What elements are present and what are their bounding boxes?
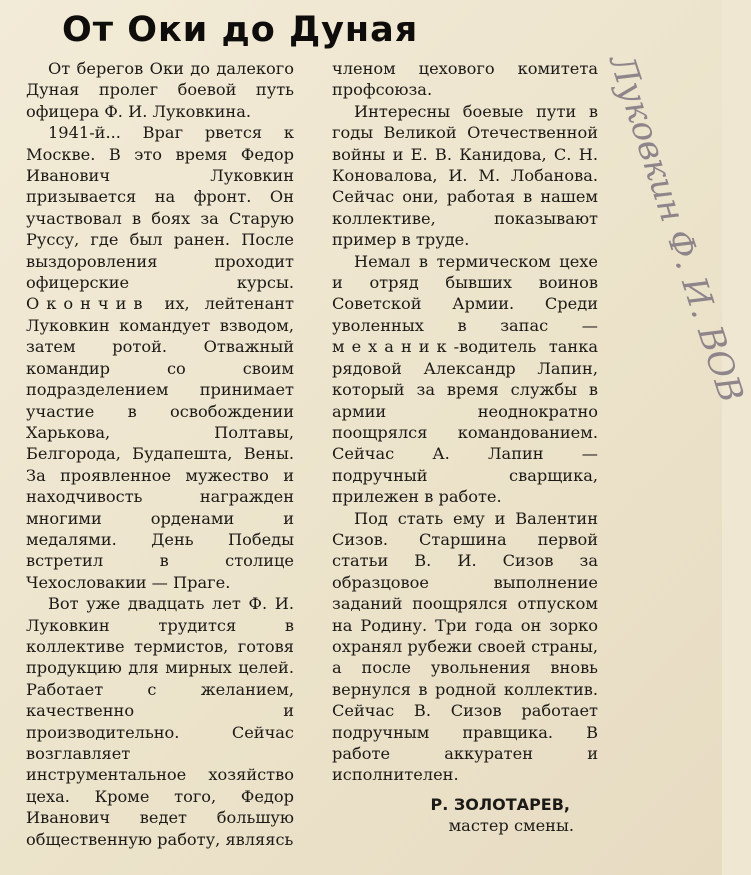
bleed-through-ink (410, 395, 560, 465)
paragraph: Интересны боевые пути в годы Великой Отечественной войны и Е. В. Канидова, С. Н. Коновалова, И. М. Лобанова. Сейчас они, работая в нашем коллективе, показывают пример в труде. (332, 101, 598, 250)
author-name: Р. ЗОЛОТАРЕВ, (430, 794, 570, 814)
author-role: мастер смены. (448, 816, 574, 836)
paragraph: Под стать ему и Валентин Сизов. Старшина первой статьи В. И. Сизов за образцовое выполнение заданий поощрялся отпуском на Родину. Три года он зорко охранял рубежи своей страны, а после увольнения вновь вернулся в родной коллектив. Сейчас В. Сизов работает подручным правщика. В работе аккуратен и исполнителен. (332, 508, 598, 785)
spaced-word: Окончив (26, 294, 150, 314)
paragraph-text: Немал в термическом цехе и отряд бывших воинов Советской Армии. Среди уволенных в запас — (332, 251, 598, 335)
paragraph (26, 122, 294, 593)
paragraph-text: их, лейтенант Луковкин командует взводом, затем ротой. Отважный командир со своим подразделением принимает участие в освобождении Харькова, Полтавы, Белгорода, Будапешта, Вены. За проявленное мужество и находчивость награжден многими орденами и медалями. День Победы встретил в столице Чехословакии — Праге. (26, 294, 294, 592)
paragraph: От берегов Оки до далекого Дуная пролег боевой путь офицера Ф. И. Луковкина. (26, 59, 294, 121)
handwritten-text: Луковкин Ф. И. ВОВ (600, 49, 751, 408)
paragraph: членом цехового комитета профсоюза. (332, 59, 598, 100)
paragraph (332, 251, 598, 508)
spaced-word: механик (332, 337, 454, 357)
article-title: От Оки до Дуная (62, 10, 419, 50)
paragraph: Вот уже двадцать лет Ф. И. Луковкин трудится в коллективе термистов, готовя продукцию для мирных целей. Работает с желанием, качественно и производительно. Сейчас возглавляет инструментальное хозяйство цеха. Кроме того, Федор Иванович ведет большую общественную работу, являясь (26, 594, 294, 849)
paragraph-text: -водитель танка рядовой Александр Лапин, который за время службы в армии неоднократно поощрялся командованием. Сейчас А. Лапин — подручный сварщика, прилежен в работе. (332, 337, 598, 507)
paragraph-text: 1941-й... Враг рвется к Москве. В это время Федор Иванович Луковкин призывается на фронт. Он участвовал в боях за Старую Руссу, где был ранен. После выздоровления проходит офицерские курсы. (26, 123, 294, 293)
author-signature (332, 794, 598, 815)
handwritten-annotation (600, 40, 751, 420)
left-column (26, 58, 294, 850)
